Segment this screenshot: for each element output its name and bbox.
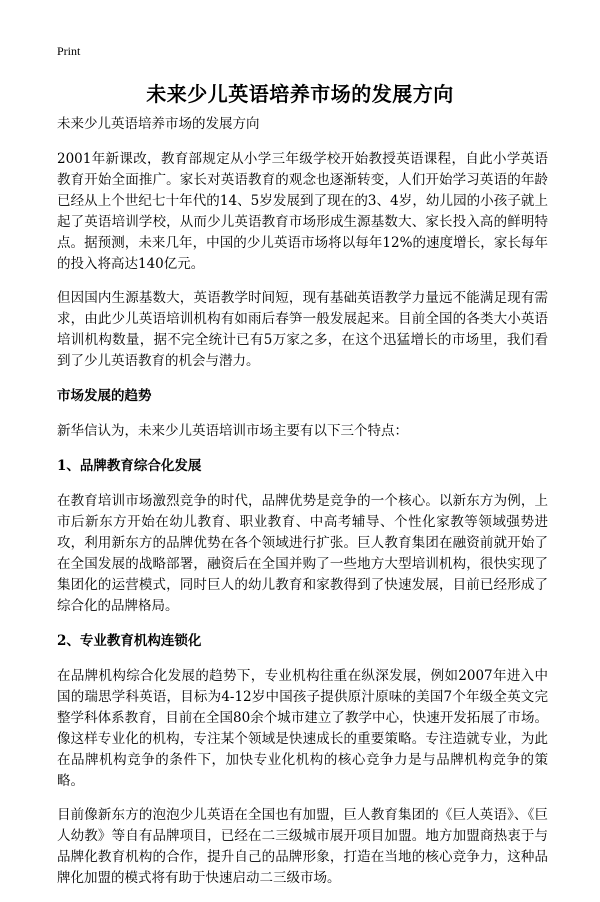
heading-market-trend: 市场发展的趋势: [57, 388, 152, 404]
paragraph-specialization: 在品牌机构综合化发展的趋势下，专业机构往重在纵深发展，例如2007年进入中国的瑞思学科英语，目标为4-12岁中国孩子提供原汁原味的美国7个年级全英文完整学科体系教育，目前在全国80余个城市建立了教学中心，快速开发拓展了市场。像这样专业化的机构，专注某个领域是快速成长的重要策略。专注造就专业，为此在品牌机构竞争的条件下，加快专业化机构的核心竞争力是与品牌机构竞争的策略。: [57, 668, 548, 789]
paragraph-brand-integration: 在教育培训市场激烈竞争的时代，品牌优势是竞争的一个核心。以新东方为例，上市后新东方开始在幼儿教育、职业教育、中高考辅导、个性化家教等领域强势进攻，利用新东方的品牌优势在各个领域进行扩张。巨人教育集团在融资前就开始了在全国发展的战略部署，融资后在全国并购了一些地方大型培训机构，很快实现了集团化的运营模式，同时巨人的幼儿教育和家教得到了快速发展，目前已经形成了综合化的品牌格局。: [57, 493, 548, 614]
paragraph-intro: 2001年新课改，教育部规定从小学三年级学校开始教授英语课程，自此小学英语教育开始全面推广。家长对英语教育的观念也逐渐转变，人们开始学习英语的年龄已经从上个世纪七十年代的14、5岁发展到了现在的3、4岁，幼儿园的小孩子就上起了英语培训学校，从而少儿英语教育市场形成生源基数大、家长投入高的鲜明特点。据预测，未来几年，中国的少儿英语市场将以每年12%的速度增长，家长每年的投入将高达140亿元。: [57, 151, 548, 272]
paragraph-franchise: 目前像新东方的泡泡少儿英语在全国也有加盟，巨人教育集团的《巨人英语》、《巨人幼教》等自有品牌项目，已经在二三级城市展开项目加盟。地方加盟商热衷于与品牌化教育机构的合作，提升自己的品牌形象，打造在当地的核心竞争力，这种品牌化加盟的模式将有助于快速启动二三级市场。: [57, 807, 548, 886]
heading-brand-integration: 1、品牌教育综合化发展: [57, 458, 202, 474]
heading-chain-specialization: 2、专业教育机构连锁化: [57, 633, 202, 649]
print-link[interactable]: Print: [57, 44, 81, 58]
page-title: 未来少儿英语培养市场的发展方向: [146, 82, 454, 106]
article-body: [57, 113, 548, 902]
article-subtitle: 未来少儿英语培养市场的发展方向: [57, 116, 260, 132]
paragraph-trend-intro: 新华信认为，未来少儿英语培训市场主要有以下三个特点：: [57, 423, 408, 439]
paragraph-market-growth: 但因国内生源基数大，英语教学时间短，现有基础英语教学力量远不能满足现有需求，由此少儿英语培训机构有如雨后春笋一般发展起来。目前全国的各类大小英语培训机构数量，据不完全统计已有5万家之多，在这个迅猛增长的市场里，我们看到了少儿英语教育的机会与潜力。: [57, 290, 548, 369]
